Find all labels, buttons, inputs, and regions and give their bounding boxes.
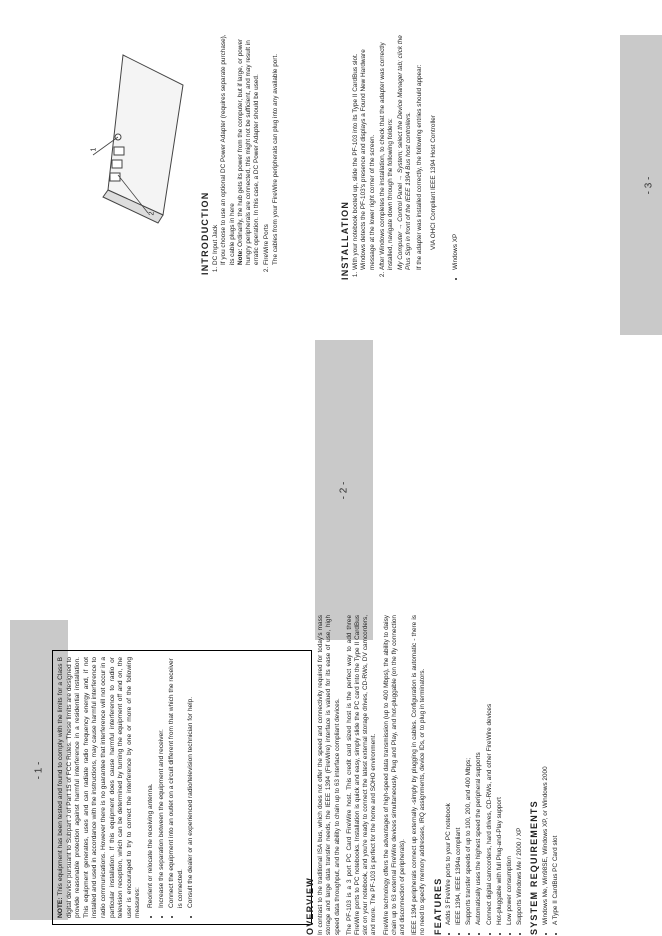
fcc-measures-list [147, 657, 196, 918]
features-list [445, 615, 525, 935]
overview-paragraph: IEEE 1394 peripherals connect up externally -simply by plugging in cables. Configuration is automatic - there is no need to specify memory addresses, IRQ assignments, device IDs, or to plug in terminators. [411, 615, 427, 935]
list-item: • Connect digital camcorders, hard drives, CD-RWs, and other FireWire devices [486, 615, 494, 925]
install-step: 1. With your notebook booted up, slide the PF-103 into its Type II CardBus slot. Windows detects the PF-103's presence and displays a Found New Hardware message at the lower right corner of the screen. [352, 30, 377, 270]
list-item: • Consult the dealer or an experienced radio/television technician for help. [187, 657, 196, 908]
list-item: • A Type II CardBus PC Card slot [552, 615, 560, 925]
figure-label-1: 1 [90, 147, 98, 152]
sysreq-list [542, 615, 560, 935]
install-path: My Computer → Control Panel → System; select the Device Manager tab; click the Plus Sign in front of the IEEE 1394 Bus host controllers. [397, 35, 413, 270]
install-step [379, 30, 438, 270]
overview-paragraph: The PF-103 is a 3 port PC Card FireWire host. This credit card sized host is the perfect way to add three FireWire ports to PC notebooks. Installation is quick and easy, simply slide the PC card into the Type II CardBus slot on your notebook, and you're ready to connect the latest external storage drives, CD-RWs, DV camcorders, and more. The PF-103 is perfect for the home and SOHO environment. [345, 615, 378, 935]
list-item: • Adds 3 FireWire ports to your PC notebook [445, 615, 453, 925]
page1-content [52, 650, 312, 925]
overview-heading: OVERVIEW [305, 877, 315, 935]
list-item: • Windows Me, Win98SE, Windows XP, or Windows 2000 [542, 615, 550, 925]
page3-install-content [335, 30, 464, 280]
list-item: • Automatically uses the highest speed the peripheral supports [475, 615, 483, 925]
intro-item-note [237, 30, 262, 265]
install-after: If the adapter was installed correctly, the following entries should appear: [415, 64, 423, 270]
page3-footer-strip [620, 35, 662, 335]
figure-label-2: 2 [148, 211, 156, 216]
list-item: • Supports Windows Me / 2000 / XP [516, 615, 524, 925]
list-item: • Windows XP [452, 30, 460, 270]
list-item: • Hot-pluggable with full Plug-and-Play support [496, 615, 504, 925]
list-item: • Low power consumption [506, 615, 514, 925]
overview-paragraph: FireWire technology offers the advantages of high-speed data transmission (up to 400 Mbps), the ability to daisy chain up to 63 external FireWire devices simultaneously, Plug and Play, and hot-pluggable (on the fly connection and disconnection of peripherals). [382, 615, 407, 935]
fcc-note-text: This equipment has been tested and found to comply with the limits for a Class B digital device pursuant to Subpart J of Part 15 of FCC Rules. These limits are designed to provide reasonable protection against harmful interference in a residential installation. This equipment generates, uses and can radiate radio frequency energy and, if not installed and used in accordance with the instructions, may cause harmful interference to radio communications. However there is no guarantee that interference will not occur in a particular installation. If this equipment does cause harmful interference to radio or television reception, which can be determined by turning the equipment off and on, the user is encouraged to try to correct the interference by one or more of the following measures: [57, 657, 142, 918]
list-item: • Reorient or relocate the receiving antenna. [147, 657, 156, 908]
page-number-3: - 3 - [643, 176, 655, 194]
install-heading: INSTALLATION [340, 200, 350, 280]
intro-note-label: Note: [236, 248, 244, 265]
list-item: • IEEE 1394, IEEE 1394a compliant [455, 615, 463, 925]
intro-heading: INTRODUCTION [200, 191, 210, 275]
install-entry: VIA OHCI Compliant IEEE 1394 Host Controller [429, 115, 437, 250]
pc-card-figure [88, 45, 208, 225]
intro-list [212, 30, 280, 275]
list-item: • Increase the separation between the equipment and receiver. [158, 657, 167, 908]
intro-item-ports [263, 30, 279, 265]
page2-footer-strip [315, 340, 373, 640]
sysreq-heading: SYSTEM REQUIREMENTS [529, 800, 540, 935]
install-step-text: After Windows completes the installation, to check that the adapter was correctly installed, navigate down through the following folders: [378, 42, 395, 270]
os-list [452, 30, 460, 280]
install-steps [352, 30, 438, 280]
list-item: • Connect the equipment into an outlet on a circuit different from that which the receiver is connected. [168, 657, 185, 908]
intro-item-title: 2. FireWire Ports [263, 224, 271, 265]
page3-content [195, 30, 284, 275]
fcc-note [57, 657, 143, 918]
fcc-note-box [52, 650, 312, 925]
intro-item-title: 1. DC Input Jack [212, 224, 220, 265]
intro-item-text: If you choose to use an optional DC Power Adapter (requires separate purchase), its cable plugs in here [220, 34, 236, 265]
intro-item-dc-jack [212, 30, 261, 265]
page-number-2: - 2 - [338, 481, 350, 499]
intro-item-text: The cables from your FireWire peripherals can plug into any available port. [271, 54, 279, 265]
page-number-1: - 1 - [33, 761, 45, 779]
overview-paragraph: In contrast to the traditional ISA bus, which does not offer the speed and connectivity required for today's mass storage and large data transfer needs, the IEEE 1394 (FireWire) interface is valued for its ease of use, high speed data throughput, and the ability to chain up to 63 interface compliant devices. [317, 615, 341, 935]
intro-note-text: Ordinarily, the hub gets its power from the computer, but if large, or power hungry peripherals are connected, this might not be sufficient, and may result in erratic operation. In this case, a DC Power Adapter should be used. [236, 38, 261, 265]
list-item: • Supports transfer speeds of up to 100, 200, and 400 Mbps; [465, 615, 473, 925]
page2-content [300, 615, 564, 935]
fcc-note-label: NOTE: [57, 897, 64, 918]
features-heading: FEATURES [432, 877, 443, 935]
